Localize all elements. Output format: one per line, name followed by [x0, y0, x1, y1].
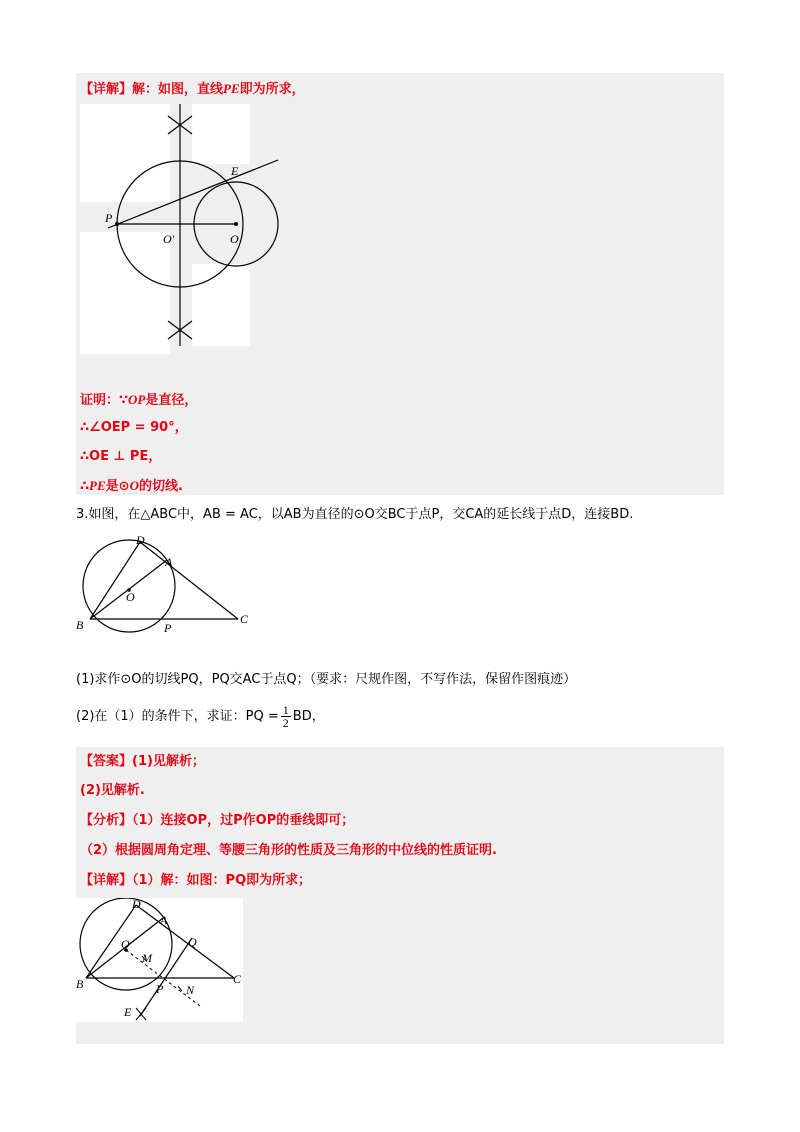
- white-patch-4: [80, 232, 170, 354]
- label-c: C: [240, 612, 249, 626]
- white-patch-1: [80, 104, 170, 202]
- detail-heading-1: 【详解】解：如图，直线PE即为所求，: [80, 81, 305, 97]
- figure-1-svg: [80, 104, 280, 354]
- label-c: C: [233, 972, 242, 986]
- label-a: A: [160, 913, 168, 927]
- detail-line-2: 【详解】（1）解：如图：PQ即为所求；: [80, 873, 312, 888]
- label-o: O: [121, 937, 130, 951]
- white-patch-3: [192, 264, 250, 346]
- figure-2-svg: [72, 530, 262, 640]
- fraction-half: $\frac{1}{2}$: [282, 703, 289, 730]
- label-p: P: [105, 211, 113, 225]
- point-o: [234, 222, 238, 226]
- segment-dc: [136, 905, 234, 978]
- answer-line-2: (2)见解析.: [80, 783, 145, 798]
- analysis-line-2: （2）根据圆周角定理、等腰三角形的性质及三角形的中位线的性质证明.: [80, 843, 497, 858]
- problem-3-stem: 3.如图，在△ABC中，AB = AC，以AB为直径的⊙O交BC于点P，交CA的延长线于点D，连接BD.: [76, 507, 634, 522]
- figure-solution-3: [76, 898, 243, 1022]
- tangent-pq: [140, 938, 192, 1016]
- figure-construction-1: [80, 104, 250, 354]
- label-a: A: [165, 555, 173, 569]
- label-e: E: [231, 164, 239, 178]
- label-o: O: [230, 232, 239, 246]
- label-o-prime: O': [163, 232, 175, 246]
- question-1: (1)求作⊙O的切线PQ，PQ交AC于点Q；（要求：尺规作图，不写作法，保留作图痕迹）: [76, 672, 577, 687]
- label-p: P: [164, 621, 172, 635]
- label-b: B: [76, 977, 84, 991]
- label-o: O: [126, 590, 135, 604]
- white-patch-2: [192, 104, 250, 164]
- point-p: [115, 222, 119, 226]
- label-e: E: [124, 1005, 132, 1019]
- segment-dc: [140, 542, 238, 619]
- label-d: D: [136, 533, 145, 547]
- question-2: (2)在（1）的条件下，求证：PQ = $\frac{1}{2}$ BD，: [76, 703, 325, 730]
- circle-o: [83, 540, 175, 632]
- proof-line-3: ∴OE ⊥ PE，: [80, 449, 162, 464]
- figure-problem-3: [72, 530, 262, 640]
- label-m: M: [142, 951, 152, 965]
- label-q: Q: [188, 935, 197, 949]
- proof-line-1: 证明：∵OP是直径，: [80, 392, 198, 408]
- proof-line-2: ∴∠OEP = 90°，: [80, 420, 188, 435]
- label-p: P: [156, 982, 164, 996]
- label-n: N: [186, 983, 195, 997]
- segment-bd: [90, 542, 140, 619]
- figure-3-svg: [76, 898, 243, 1022]
- label-b: B: [76, 618, 84, 632]
- answer-line-1: 【答案】(1)见解析；: [80, 754, 205, 769]
- analysis-line-1: 【分析】（1）连接OP，过P作OP的垂线即可；: [80, 813, 355, 828]
- proof-line-4: ∴PE是⊙O的切线.: [80, 478, 183, 494]
- label-d: D: [132, 898, 141, 911]
